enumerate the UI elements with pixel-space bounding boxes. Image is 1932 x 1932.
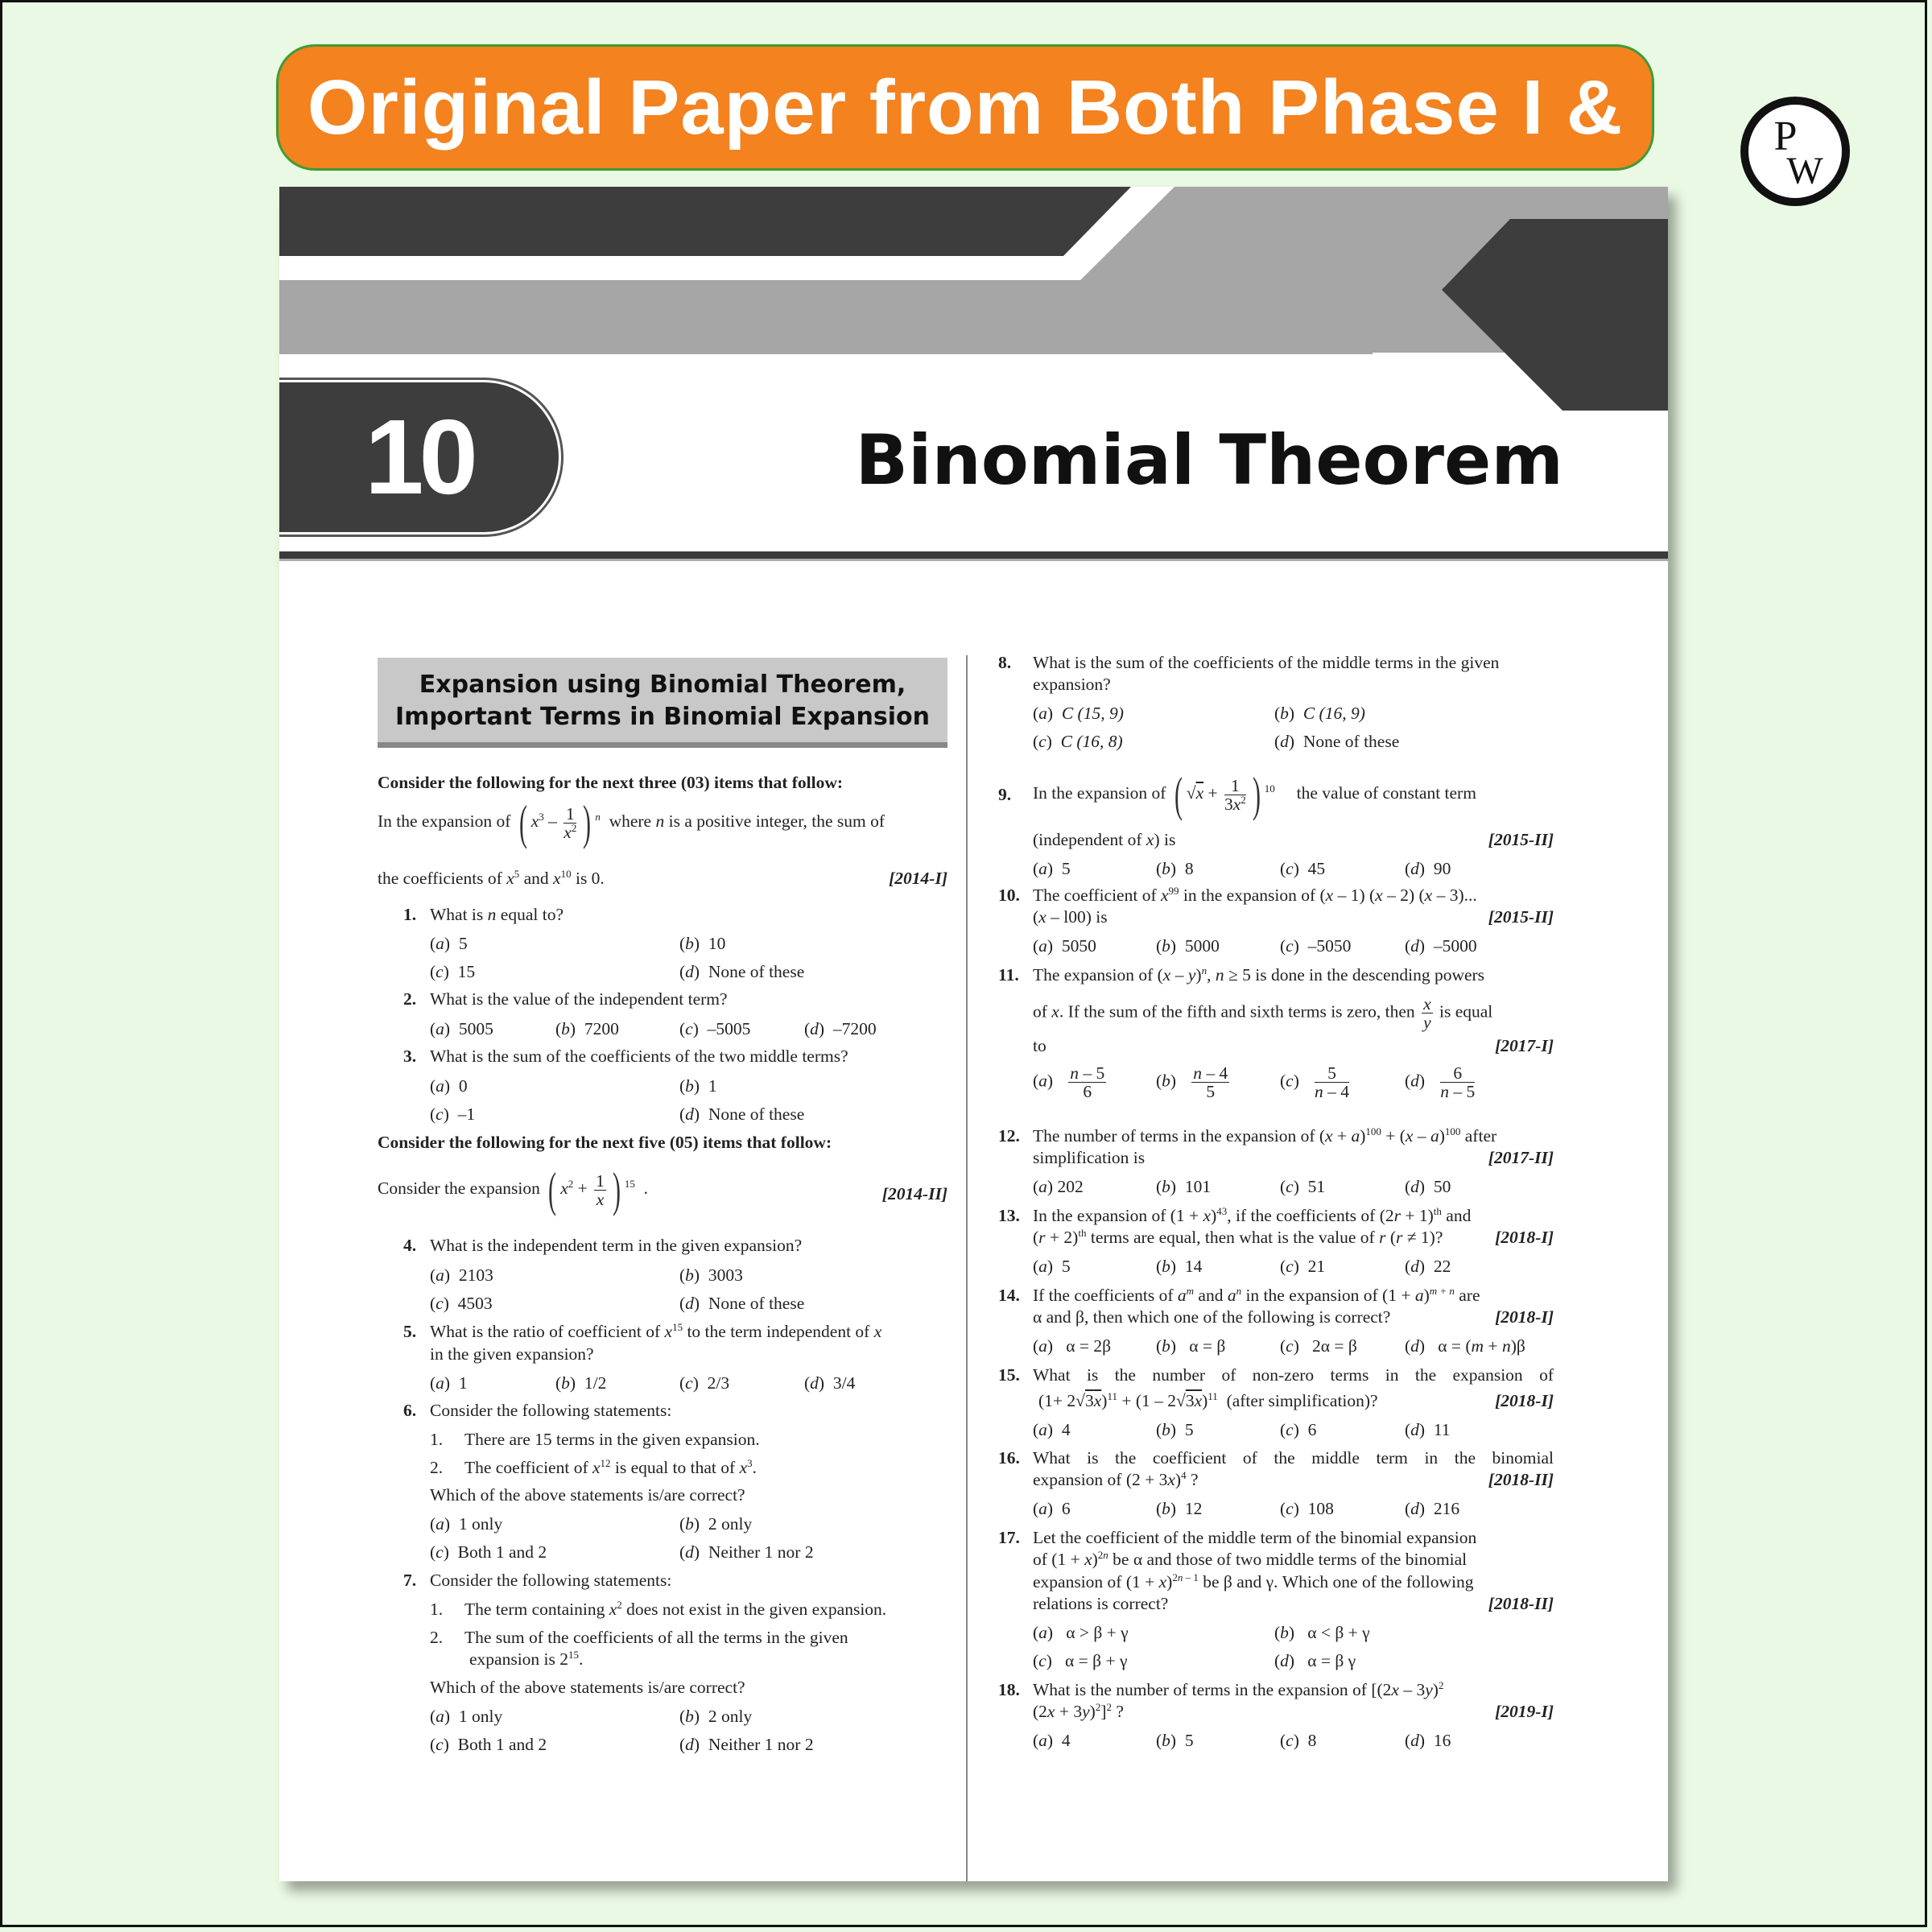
option-b: (b) 8 (1156, 859, 1194, 878)
option-b: (b) 2 only (679, 1514, 753, 1534)
option-d: (d) –7200 (804, 1019, 877, 1038)
question-number: 6. (403, 1401, 417, 1420)
option-c: (c) Both 1 and 2 (430, 1542, 547, 1562)
option-d: (d) 11 (1405, 1420, 1451, 1439)
option-d: (d) None of these (679, 1294, 805, 1313)
question-2-text: What is the value of the independent term? (430, 989, 728, 1009)
option-b: (b) 14 (1156, 1257, 1203, 1276)
question-9-text: In the expansion of ( √x + $\frac{1}{3x^2}$ ) $^{10}$ the value of constant term (1033, 768, 1476, 821)
question-3-text: What is the sum of the coefficients of the two middle terms? (430, 1046, 848, 1066)
option-a: (a) 0 (430, 1076, 468, 1096)
question-number: 15. (998, 1365, 1020, 1385)
question-17-text: Let the coefficient of the middle term of the binomial expansion (1033, 1528, 1477, 1547)
option-c: (c) 21 (1280, 1257, 1326, 1276)
question-number: 1. (403, 905, 417, 924)
header-rule (279, 551, 1668, 559)
option-b: (b) 101 (1156, 1177, 1212, 1196)
option-b: (b) 1 (679, 1076, 717, 1096)
pw-logo (1739, 95, 1852, 208)
option-c: (c) 2/3 (679, 1373, 730, 1393)
question-7-text: Consider the following statements: (430, 1571, 672, 1590)
option-d: (d) 22 (1405, 1257, 1451, 1276)
question-number: 12. (998, 1126, 1020, 1146)
year-tag: [2018-I] (1495, 1307, 1554, 1327)
option-c: (c) 51 (1280, 1177, 1326, 1196)
year-tag: [2019-I] (1495, 1702, 1554, 1721)
year-tag: [2018-II] (1488, 1470, 1554, 1489)
question-8-text-2: expansion? (1033, 675, 1111, 694)
question-15-text-2: $(1+ 2√3x)^{11} + (1 - 2√3x)^{11}$ (after simplification)? (1038, 1389, 1378, 1410)
option-d: (d) None of these (679, 962, 805, 981)
question-16-text: What is the coefficient of the middle term in the binomial (1033, 1448, 1554, 1468)
question-16-text-2: expansion of $(2 + 3x)^4$ ? (1033, 1468, 1199, 1489)
option-a: (a) 5 (1033, 859, 1071, 878)
option-b: (b) C (16, 9) (1274, 704, 1365, 723)
option-b: (b) 5 (1156, 1420, 1194, 1439)
statement-2-cont: expansion is $2^{15}$. (469, 1648, 584, 1669)
option-a: (a) 5 (430, 934, 468, 953)
statement-1: 1. There are 15 terms in the given expansion. (430, 1430, 760, 1449)
year-tag: [2015-II] (1488, 830, 1554, 849)
year-tag: [2017-I] (1495, 1036, 1554, 1055)
option-a: (a) 5050 (1033, 936, 1096, 956)
year-tag: [2017-II] (1488, 1148, 1554, 1167)
question-12-text-2: simplification is (1033, 1148, 1146, 1167)
statement-2: 2. The sum of the coefficients of all the terms in the given (430, 1628, 848, 1647)
question-8-text: What is the sum of the coefficients of the middle terms in the given (1033, 653, 1500, 672)
question-15-text: What is the number of non-zero terms in the expansion of (1033, 1365, 1554, 1385)
option-d: (d) 16 (1405, 1731, 1451, 1750)
option-a: (a) α = 2β (1033, 1336, 1112, 1356)
question-10-text: The coefficient of $x^{99}$ in the expansion of (x – 1) (x – 2) (x – 3)... (1033, 884, 1477, 905)
option-b: (b) 7200 (555, 1019, 619, 1038)
section-heading-line1: Expansion using Binomial Theorem, (419, 671, 906, 699)
year-tag: [2015-II] (1488, 907, 1554, 927)
option-d: (d) 3/4 (804, 1373, 856, 1393)
option-a: (a) 4 (1033, 1731, 1071, 1750)
intro-1: Consider the following for the next three (03) items that follow: (378, 773, 844, 792)
option-c: (c) –1 (430, 1104, 476, 1124)
chapter-title: Binomial Theorem (855, 420, 1563, 501)
option-a: (a) 5 (1033, 1257, 1071, 1276)
intro-2-expression: Consider the expansion ( $x^2$ + $\frac{1}{x}$ ) $^{15}$ . (378, 1163, 648, 1216)
option-c: (c) 2α = β (1280, 1336, 1357, 1356)
option-d: (d) 216 (1405, 1499, 1460, 1518)
option-b: (b) α = β (1156, 1336, 1226, 1356)
year-tag: [2014-II] (881, 1184, 947, 1203)
question-number: 7. (403, 1571, 417, 1590)
book-page (279, 187, 1668, 1881)
statement-1: 1. The term containing $x^2$ does not exist in the given expansion. (430, 1598, 887, 1619)
option-d: (d) –5000 (1405, 936, 1477, 956)
question-number: 18. (998, 1680, 1020, 1699)
question-number: 5. (403, 1322, 417, 1341)
option-c: (c) 8 (1280, 1731, 1317, 1750)
question-17-text-3: expansion of $(1 + x)^{2n - 1}$ be β and γ. Which one of the following (1033, 1571, 1474, 1591)
question-number: 14. (998, 1286, 1020, 1305)
option-d: (d) $\frac{6}{n - 5}$ (1405, 1063, 1476, 1101)
option-a: (a) 5005 (430, 1019, 493, 1038)
option-d: (d) α = (m + n)β (1405, 1336, 1525, 1356)
option-c: (c) $\frac{5}{n - 4}$ (1280, 1063, 1350, 1101)
option-b: (b) 12 (1156, 1499, 1203, 1518)
option-b: (b) 10 (679, 934, 726, 953)
intro-1-tail: the coefficients of $x^5$ and $x^{10}$ is 0. (378, 867, 605, 888)
intro-1-expression: In the expansion of ( $x^3$ – $\frac{1}{x^2}$ ) $^n$ where n is a positive integer, the sum of (378, 796, 886, 849)
option-b: (b) $\frac{n - 4}{5}$ (1156, 1063, 1228, 1101)
question-10-text-2: (x – l00) is (1033, 907, 1108, 927)
question-number: 8. (998, 653, 1012, 672)
question-number: 10. (998, 886, 1020, 905)
promo-banner: Original Paper from Both Phase I & (276, 44, 1654, 171)
question-13-text: In the expansion of $(1 + x)^{43}$, if the coefficients of $(2r + 1)^{th}$ and (1033, 1204, 1472, 1225)
question-number: 2. (403, 989, 417, 1009)
option-a: (a) 4 (1033, 1420, 1071, 1439)
option-a: (a) 1 only (430, 1514, 503, 1534)
question-7-ask: Which of the above statements is/are correct? (430, 1678, 745, 1697)
question-17-text-4: relations is correct? (1033, 1594, 1169, 1613)
option-c: (c) C (16, 8) (1033, 732, 1123, 751)
question-number: 11. (998, 965, 1019, 985)
chapter-number: 10 (279, 380, 561, 535)
option-d: (d) α = β γ (1274, 1651, 1356, 1670)
question-number: 13. (998, 1206, 1020, 1225)
option-b: (b) 5000 (1156, 936, 1220, 956)
question-5-text: What is the ratio of coefficient of $x^{15}$ to the term independent of x (430, 1320, 882, 1341)
option-d: (d) None of these (679, 1104, 805, 1124)
question-1-text: What is n equal to? (430, 905, 564, 924)
question-number: 9. (998, 785, 1012, 804)
option-c: (c) Both 1 and 2 (430, 1735, 547, 1754)
option-c: (c) 45 (1280, 859, 1326, 878)
question-12-text: The number of terms in the expansion of $(x + a)^{100} + (x - a)^{100}$ after (1033, 1125, 1497, 1146)
option-b: (b) 5 (1156, 1731, 1194, 1750)
question-11-text-2: of x. If the sum of the fifth and sixth terms is zero, then $\frac{x}{y}$ is equal (1033, 994, 1493, 1032)
option-c: (c) –5005 (679, 1019, 751, 1038)
question-18-text-2: $(2x + 3y)^2]^2$ ? (1033, 1700, 1124, 1721)
option-a: (a) C (15, 9) (1033, 704, 1124, 723)
option-c: (c) α = β + γ (1033, 1651, 1128, 1670)
option-a: (a) 1 only (430, 1707, 503, 1726)
option-d: (d) 50 (1405, 1177, 1451, 1196)
option-b: (b) α < β + γ (1274, 1623, 1370, 1642)
question-5-text-2: in the given expansion? (430, 1344, 594, 1364)
year-tag: [2014-I] (889, 869, 947, 888)
question-number: 17. (998, 1528, 1020, 1547)
section-heading (378, 658, 947, 748)
option-c: (c) 6 (1280, 1420, 1317, 1439)
question-14-text: If the coefficients of $a^m$ and $a^n$ in the expansion of $(1 + a)^{m + n}$ are (1033, 1284, 1480, 1305)
option-d: (d) 90 (1405, 859, 1451, 878)
question-13-text-2: $(r + 2)^{th}$ terms are equal, then what is the value of r (r ≠ 1)? (1033, 1226, 1443, 1247)
svg-text:P: P (1773, 114, 1798, 159)
question-number: 4. (403, 1236, 417, 1255)
option-c: (c) 15 (430, 962, 476, 981)
question-17-text-2: of $(1 + x)^{2n}$ be α and those of two middle terms of the binomial (1033, 1548, 1468, 1569)
option-d: (d) Neither 1 nor 2 (679, 1735, 814, 1754)
question-9-text-2: (independent of x) is (1033, 830, 1176, 849)
question-11-text: The expansion of (x – y)$^n$, n ≥ 5 is done in the descending powers (1033, 964, 1485, 985)
option-a: (a) 6 (1033, 1499, 1071, 1518)
option-c: (c) 4503 (430, 1294, 493, 1313)
header-rule-shadow (279, 559, 1668, 561)
option-d: (d) None of these (1274, 732, 1400, 751)
question-4-text: What is the independent term in the given expansion? (430, 1236, 803, 1255)
option-d: (d) Neither 1 nor 2 (679, 1542, 814, 1562)
option-c: (c) 108 (1280, 1499, 1334, 1518)
question-6-text: Consider the following statements: (430, 1401, 672, 1420)
question-number: 16. (998, 1448, 1020, 1468)
option-b: (b) 1/2 (555, 1373, 607, 1393)
column-divider (966, 655, 968, 1881)
option-a: (a) 1 (430, 1373, 468, 1393)
question-14-text-2: α and β, then which one of the following is correct? (1033, 1307, 1391, 1327)
question-11-text-3: to (1033, 1036, 1046, 1055)
year-tag: [2018-I] (1495, 1228, 1554, 1247)
svg-text:W: W (1786, 150, 1823, 192)
option-a: (a) α > β + γ (1033, 1623, 1129, 1642)
question-6-ask: Which of the above statements is/are correct? (430, 1485, 745, 1505)
option-a: (a) $\frac{n - 5}{6}$ (1033, 1063, 1105, 1101)
option-b: (b) 3003 (679, 1265, 743, 1285)
statement-2: 2. The coefficient of $x^{12}$ is equal to that of $x^3$. (430, 1456, 757, 1477)
question-number: 3. (403, 1046, 417, 1066)
section-heading-line2: Important Terms in Binomial Expansion (395, 703, 930, 731)
question-18-text: What is the number of terms in the expansion of [(2x – 3y)$^2$ (1033, 1678, 1444, 1699)
option-c: (c) –5050 (1280, 936, 1352, 956)
year-tag: [2018-I] (1495, 1391, 1554, 1410)
option-a: (a) 2103 (430, 1265, 493, 1285)
intro-2: Consider the following for the next five (05) items that follow: (378, 1133, 832, 1152)
year-tag: [2018-II] (1488, 1594, 1554, 1613)
option-a: (a) 202 (1033, 1177, 1084, 1196)
option-b: (b) 2 only (679, 1707, 753, 1726)
